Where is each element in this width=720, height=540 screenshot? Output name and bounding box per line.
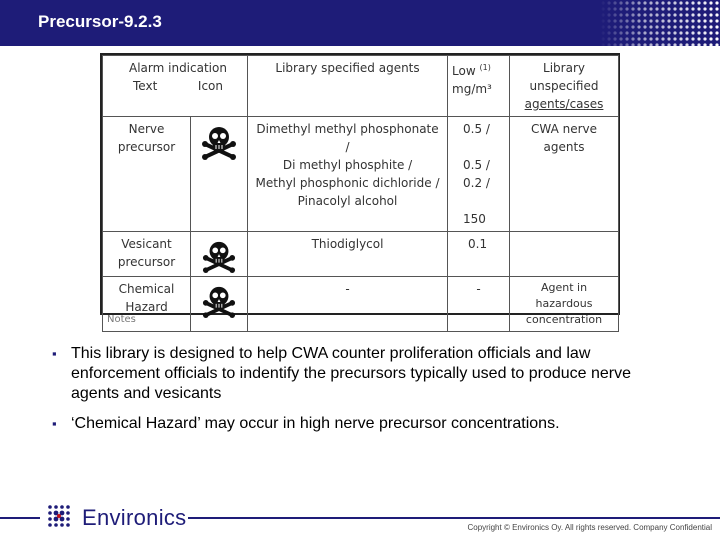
table-header-row xyxy=(103,56,619,117)
header-unspec-line: agents/cases xyxy=(524,97,604,111)
table-notes-cutoff: Notes xyxy=(107,314,136,322)
bullet-text: This library is designed to help CWA counter proliferation officials and law enforcement officials to indentify the precursors typically used to produce nerve agents and vesicants xyxy=(71,345,631,402)
header-low xyxy=(448,56,510,117)
header-library-unspecified xyxy=(510,56,619,117)
row-text-line: Vesicant xyxy=(121,237,172,251)
header-unspec-line: Library xyxy=(543,61,585,75)
table-row-chemical-hazard xyxy=(103,277,619,332)
header-unspec-line: unspecified xyxy=(529,79,599,93)
bullet-text: ‘Chemical Hazard’ may occur in high nerve precursor concentrations. xyxy=(71,415,560,432)
square-bullet-icon: ▪ xyxy=(52,416,57,431)
low-line xyxy=(463,138,505,156)
agent-line: Dimethyl methyl phosphonate xyxy=(256,122,439,136)
row-text-cell xyxy=(103,232,191,277)
skull-crossbones-icon xyxy=(202,239,236,273)
row-low-cell xyxy=(448,117,510,232)
low-line: - xyxy=(476,282,481,296)
row-unspecified-cell xyxy=(510,117,619,232)
unspec-line: Agent in xyxy=(540,281,588,294)
low-line xyxy=(463,192,505,210)
copyright-text: Copyright © Environics Oy. All rights reserved. Company Confidential xyxy=(467,523,712,532)
environics-logo-icon xyxy=(44,501,80,535)
row-agents-cell xyxy=(248,277,448,332)
row-text-line: Hazard xyxy=(125,300,168,314)
row-text-cell xyxy=(103,117,191,232)
agent-line: - xyxy=(345,282,350,296)
row-icon-cell xyxy=(191,232,248,277)
row-low-cell xyxy=(448,277,510,332)
agent-line: Pinacolyl alcohol xyxy=(297,194,398,208)
row-unspecified-cell xyxy=(510,232,619,277)
unspec-line: hazardous xyxy=(535,297,593,310)
row-agents-cell xyxy=(248,232,448,277)
header-low-footnote: (1) xyxy=(479,63,491,72)
header-library-agents: Library specified agents xyxy=(248,56,448,117)
table-row-nerve-precursor xyxy=(103,117,619,232)
row-icon-cell xyxy=(191,117,248,232)
row-text-line: precursor xyxy=(117,255,176,269)
header-alarm-label: Alarm indication xyxy=(129,61,227,75)
row-icon-cell xyxy=(191,277,248,332)
square-bullet-icon: ▪ xyxy=(52,346,57,361)
unspec-line: concentration xyxy=(525,313,603,326)
row-unspecified-cell xyxy=(510,277,619,332)
row-low-cell xyxy=(448,232,510,277)
low-line: 150 xyxy=(463,212,486,226)
bullet-list xyxy=(50,344,650,444)
low-line: 0.2 / xyxy=(463,176,490,190)
footer-rule-left xyxy=(0,517,40,519)
header-low-label: Low xyxy=(452,64,476,78)
low-line: 0.5 / xyxy=(463,158,490,172)
skull-crossbones-icon xyxy=(201,124,237,160)
row-text-cell xyxy=(103,277,191,332)
header-text-label: Text xyxy=(133,79,158,93)
brand-name: Environics xyxy=(82,505,187,530)
slide-title: Precursor-9.2.3 xyxy=(38,12,162,31)
table-row-vesicant-precursor xyxy=(103,232,619,277)
unspec-line: agents xyxy=(543,140,585,154)
dot-pattern-decoration xyxy=(600,0,720,46)
agent-line: Di methyl phosphite / xyxy=(282,158,413,172)
low-line: 0.1 xyxy=(468,237,488,251)
bullet-item xyxy=(50,344,650,404)
title-bar xyxy=(0,0,720,46)
row-agents-cell xyxy=(248,117,448,232)
agent-line: Methyl phosphonic dichloride / xyxy=(255,176,440,190)
unspec-line: CWA nerve xyxy=(531,122,598,136)
footer-rule xyxy=(188,517,720,519)
row-text-line: Nerve xyxy=(128,122,165,136)
agent-line: Thiodiglycol xyxy=(311,237,384,251)
header-alarm-indication xyxy=(103,56,248,117)
low-line: 0.5 / xyxy=(463,122,490,136)
bullet-item xyxy=(50,414,650,434)
agent-line: / xyxy=(345,140,350,154)
header-low-unit: mg/m³ xyxy=(452,82,492,96)
header-icon-label: Icon xyxy=(197,79,224,93)
skull-crossbones-icon xyxy=(202,284,236,318)
row-text-line: Chemical xyxy=(118,282,175,296)
row-text-line: precursor xyxy=(117,140,176,154)
